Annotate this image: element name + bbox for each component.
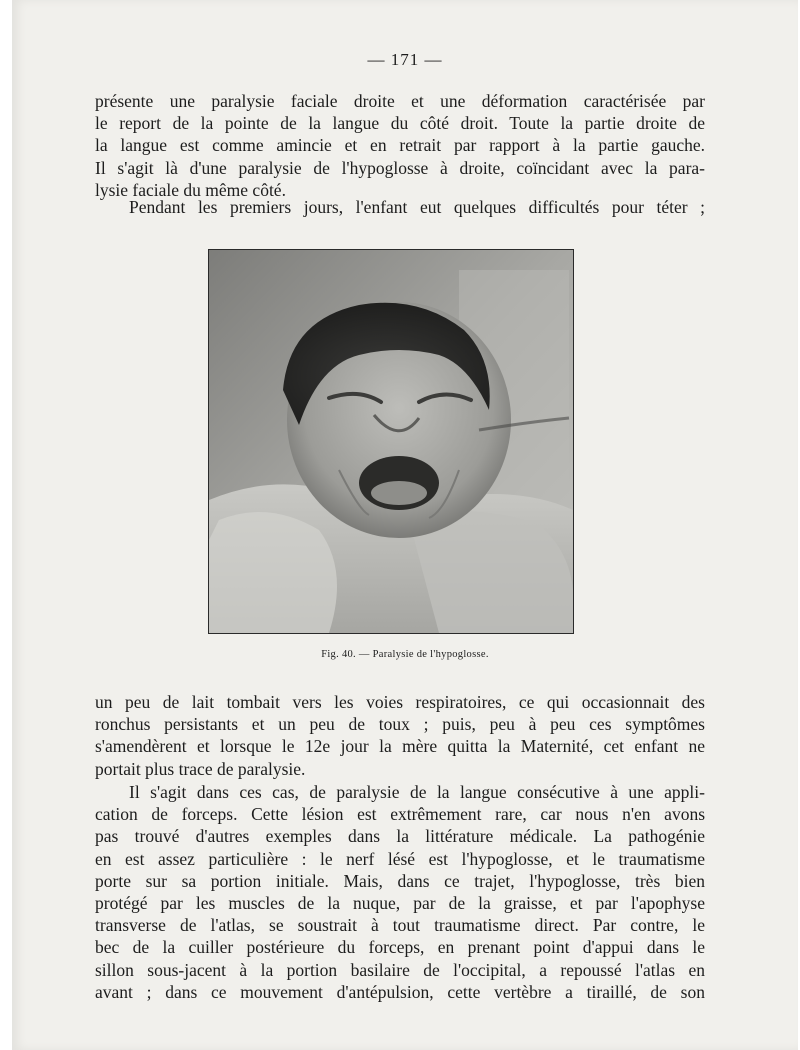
- text-line: lysie faciale du même côté.: [95, 179, 286, 200]
- text-line: portait plus trace de paralysie.: [95, 758, 306, 779]
- paragraph-1: [95, 90, 705, 201]
- text-line: cation de forceps. Cette lésion est extrêmement rare, car nous n'en avons: [95, 804, 705, 825]
- text-line: s'amendèrent et lorsque le 12e jour la mère quitta la Maternité, cet enfant ne: [95, 736, 705, 757]
- text-line: protégé par les muscles de la nuque, par de la graisse, et par l'apophyse: [95, 893, 705, 914]
- infant-photograph: [209, 250, 573, 633]
- text-line: en est assez particulière : le nerf lésé est l'hypoglosse, et le traumatisme: [95, 848, 705, 869]
- text-line: transverse de l'atlas, se soustrait à tout traumatisme direct. Par contre, le: [95, 915, 705, 936]
- text-line: porte sur sa portion initiale. Mais, dans ce trajet, l'hypoglosse, très bien: [95, 870, 705, 891]
- text-line: présente une paralysie faciale droite et une déformation caractérisée par: [95, 91, 705, 111]
- text-line: Pendant les premiers jours, l'enfant eut quelques difficultés pour téter ;: [129, 197, 705, 217]
- figure-photograph: [208, 249, 574, 634]
- text-line: un peu de lait tombait vers les voies respiratoires, ce qui occasionnait des: [95, 692, 705, 712]
- text-line: avant ; dans ce mouvement d'antépulsion, cette vertèbre a tiraillé, de son: [95, 981, 705, 1002]
- text-line: ronchus persistants et un peu de toux ; puis, peu à peu ces symptômes: [95, 714, 705, 735]
- text-line: le report de la pointe de la langue du côté droit. Toute la partie droite de: [95, 113, 705, 134]
- figure-caption: Fig. 40. — Paralysie de l'hypoglosse.: [321, 649, 489, 660]
- paragraph-3: [95, 691, 705, 780]
- text-line: pas trouvé d'autres exemples dans la littérature médicale. La pathogénie: [95, 826, 705, 847]
- text-line: bec de la cuiller postérieure du forceps, en prenant point d'appui dans le: [95, 937, 705, 958]
- text-line: sillon sous-jacent à la portion basilaire de l'occipital, a repoussé l'atlas en: [95, 959, 705, 980]
- paragraph-4: [95, 781, 705, 1003]
- document-page: [12, 0, 798, 1050]
- page-number: — 171 —: [367, 50, 443, 69]
- text-line: la langue est comme amincie et en retrait par rapport à la partie gauche.: [95, 135, 705, 156]
- text-line: Il s'agit là d'une paralysie de l'hypoglosse à droite, coïncidant avec la para-: [95, 157, 705, 178]
- text-line: Il s'agit dans ces cas, de paralysie de la langue consécutive à une appli-: [129, 782, 705, 802]
- paragraph-2: [95, 196, 705, 218]
